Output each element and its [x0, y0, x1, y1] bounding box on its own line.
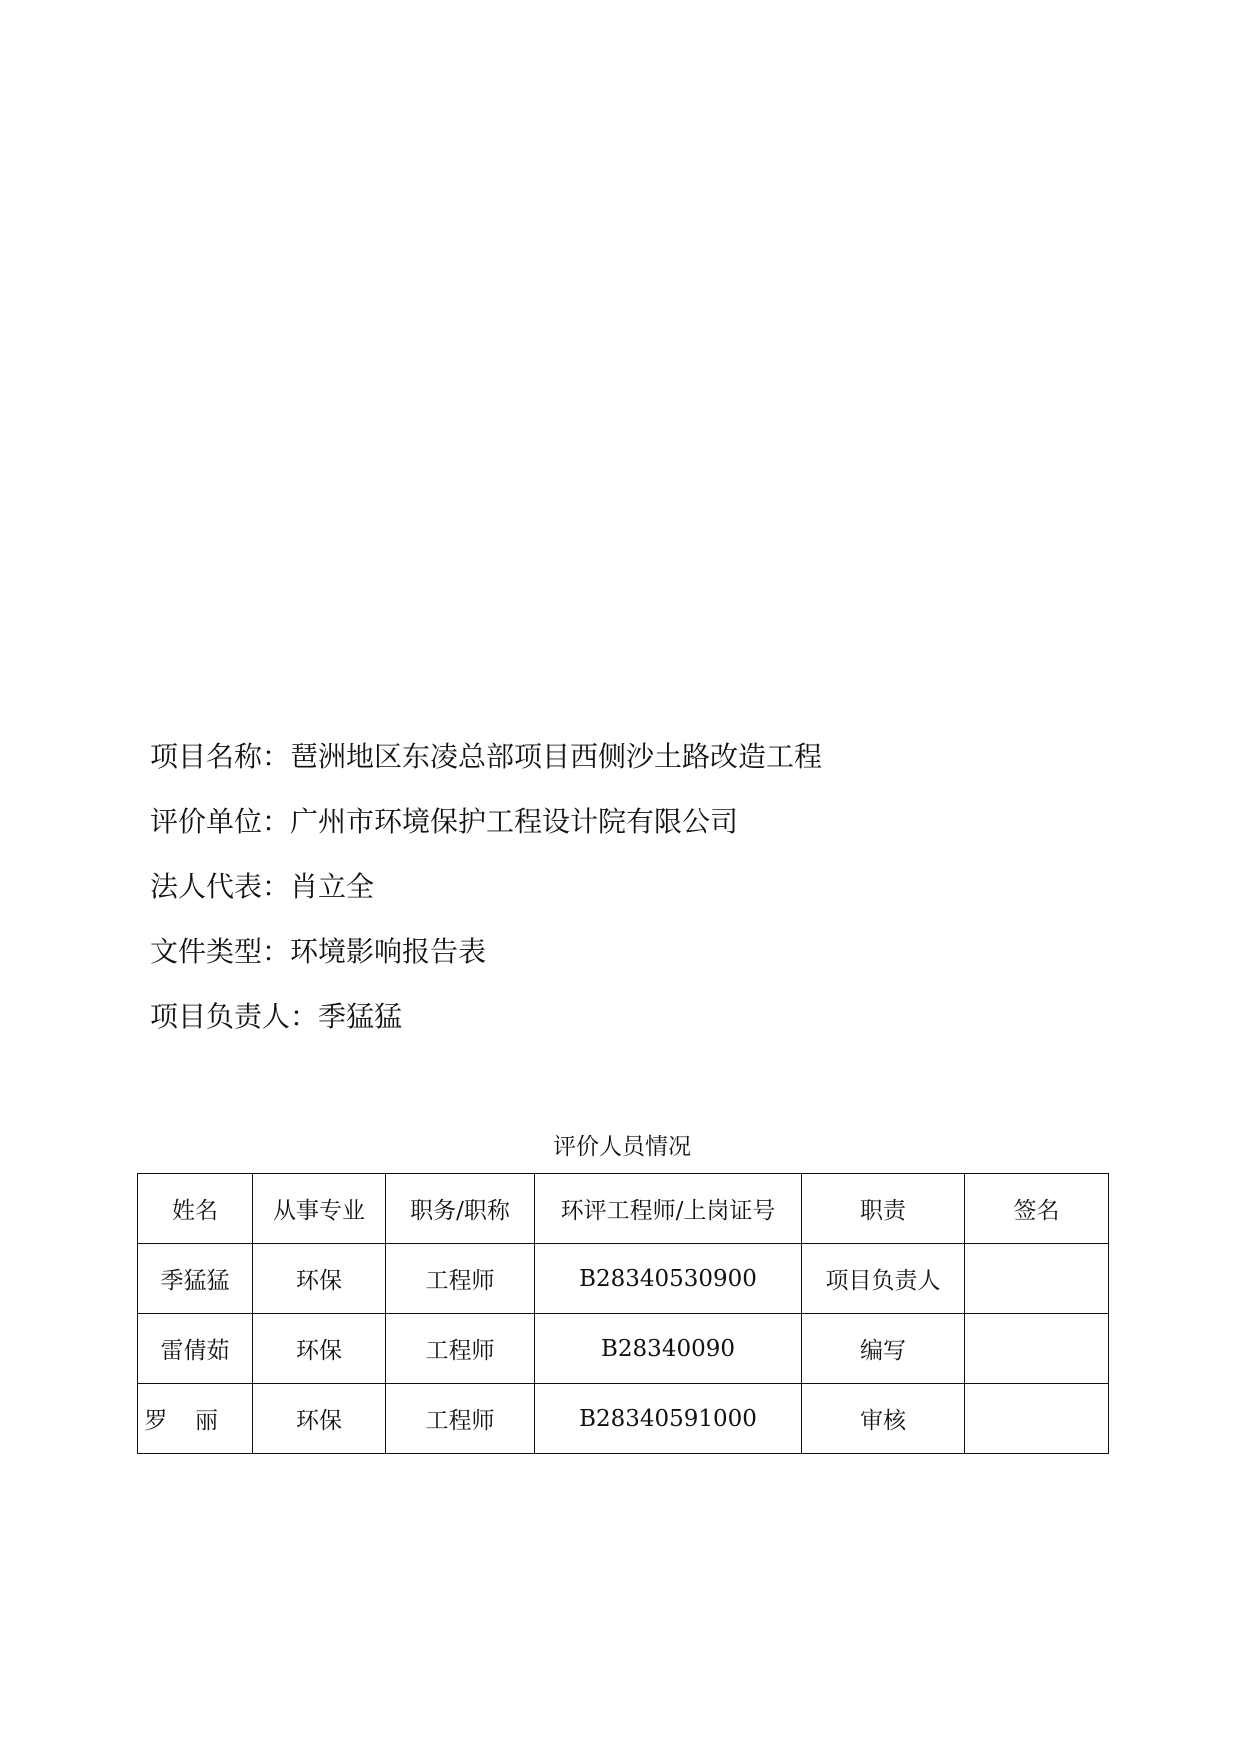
cell-title: 工程师	[386, 1384, 535, 1454]
table-row	[138, 1314, 1109, 1384]
legal-representative-line	[150, 872, 1110, 902]
cell-title: 工程师	[386, 1314, 535, 1384]
cell-name: 罗丽	[138, 1384, 253, 1454]
info-value: 琶洲地区东凌总部项目西侧沙土路改造工程	[290, 740, 823, 773]
project-info	[150, 742, 1110, 1032]
cell-certificate: B28340090	[535, 1314, 802, 1384]
header-name: 姓名	[138, 1174, 253, 1244]
cell-signature	[965, 1244, 1109, 1314]
cell-signature	[965, 1314, 1109, 1384]
info-label: 法人代表：	[150, 870, 291, 903]
info-label: 评价单位：	[150, 805, 291, 838]
cell-duty: 审核	[802, 1384, 965, 1454]
cell-certificate: B28340591000	[535, 1384, 802, 1454]
cell-specialty: 环保	[253, 1384, 386, 1454]
header-title: 职务/职称	[386, 1174, 535, 1244]
info-value: 肖立全	[290, 870, 375, 903]
cell-specialty: 环保	[253, 1244, 386, 1314]
header-specialty: 从事专业	[253, 1174, 386, 1244]
cell-certificate: B28340530900	[535, 1244, 802, 1314]
info-label: 文件类型：	[150, 935, 291, 968]
project-leader-line	[150, 1002, 1110, 1032]
table-row	[138, 1384, 1109, 1454]
header-signature: 签名	[965, 1174, 1109, 1244]
table-row	[138, 1244, 1109, 1314]
staff-table	[137, 1173, 1109, 1454]
header-certificate: 环评工程师/上岗证号	[535, 1174, 802, 1244]
staff-table-title: 评价人员情况	[553, 1134, 691, 1160]
info-value: 环境影响报告表	[290, 935, 487, 968]
header-duty: 职责	[802, 1174, 965, 1244]
cell-name: 雷倩茹	[138, 1314, 253, 1384]
info-value: 广州市环境保护工程设计院有限公司	[290, 805, 739, 838]
project-name-line	[150, 742, 1110, 772]
cell-specialty: 环保	[253, 1314, 386, 1384]
cell-duty: 编写	[802, 1314, 965, 1384]
cell-signature	[965, 1384, 1109, 1454]
info-label: 项目名称：	[150, 740, 291, 773]
cell-title: 工程师	[386, 1244, 535, 1314]
cell-name: 季猛猛	[138, 1244, 253, 1314]
evaluation-unit-line	[150, 807, 1110, 837]
info-value: 季猛猛	[318, 1000, 403, 1033]
document-type-line	[150, 937, 1110, 967]
table-header-row	[138, 1174, 1109, 1244]
info-label: 项目负责人：	[150, 1000, 319, 1033]
cell-duty: 项目负责人	[802, 1244, 965, 1314]
